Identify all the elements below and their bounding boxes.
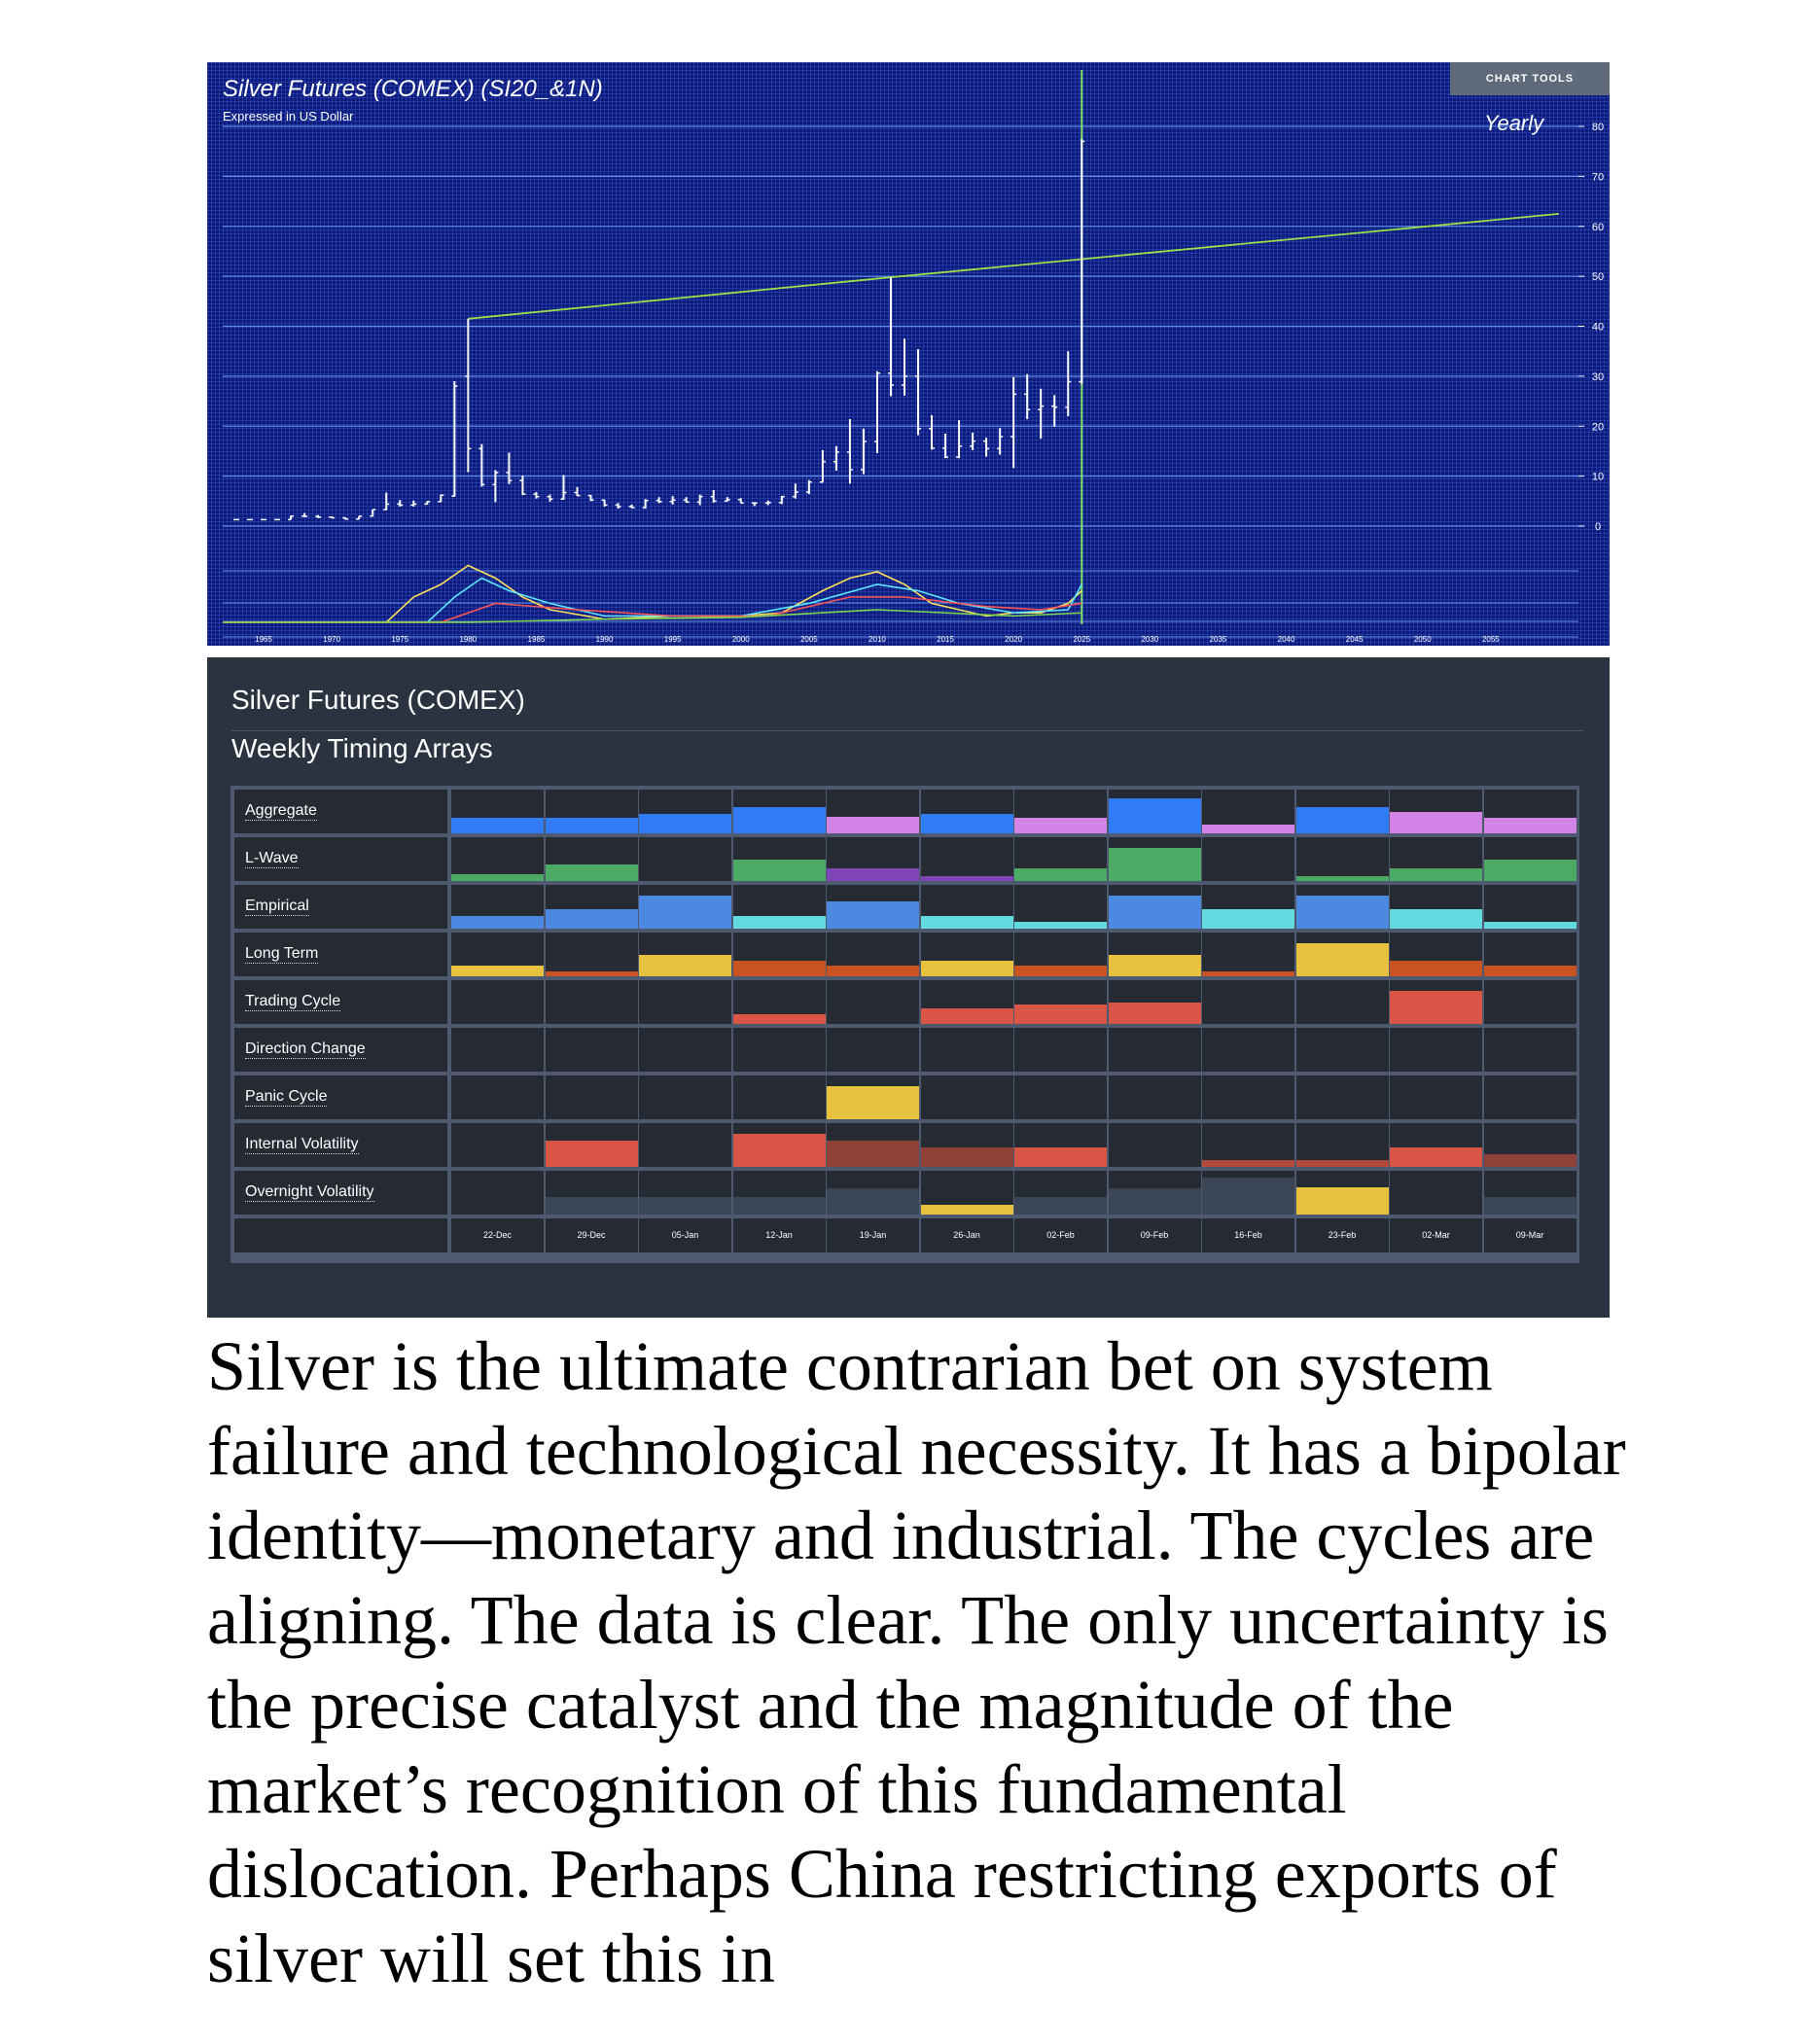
- timing-cell: [1109, 885, 1201, 929]
- timing-bar: [546, 971, 638, 976]
- panel-title: Silver Futures (COMEX): [231, 685, 525, 715]
- y-tick-label: 80: [1591, 122, 1605, 133]
- timing-cell: [733, 1123, 826, 1167]
- timing-bar: [921, 1205, 1013, 1215]
- timing-cell: [827, 1123, 919, 1167]
- timing-cell: [921, 1123, 1013, 1167]
- timing-bar: [733, 807, 826, 833]
- timing-bar: [1296, 1160, 1389, 1167]
- timing-bar: [1014, 818, 1107, 833]
- timing-bar: [451, 966, 544, 976]
- timing-cell: [1109, 1075, 1201, 1119]
- panel-divider: [231, 730, 1583, 731]
- timing-cell: [1484, 885, 1577, 929]
- timing-cell: [921, 790, 1013, 833]
- x-tick-label: 2030: [1141, 635, 1159, 644]
- timing-cell: [1014, 885, 1107, 929]
- timing-row: [234, 885, 1576, 929]
- timing-row-label-text: Panic Cycle: [245, 1088, 328, 1105]
- timing-bar: [639, 955, 731, 977]
- x-tick-label: 1980: [459, 635, 478, 644]
- timing-date-label: 29-Dec: [546, 1218, 638, 1252]
- timing-bar: [1296, 807, 1389, 833]
- timing-bar: [546, 864, 638, 881]
- timing-cell: [1484, 933, 1577, 976]
- timing-bar: [921, 961, 1013, 976]
- timing-row-label-text: Empirical: [245, 898, 309, 914]
- y-tick-label: 60: [1591, 221, 1605, 233]
- timing-cell: [639, 790, 731, 833]
- timing-cell: [827, 980, 919, 1024]
- timing-cell: [1109, 1123, 1201, 1167]
- timing-bar: [1484, 966, 1577, 976]
- x-tick-label: 2015: [937, 635, 954, 644]
- timing-cell: [451, 790, 544, 833]
- timing-cell: [733, 1075, 826, 1119]
- chart-tools-button[interactable]: CHART TOOLS: [1450, 62, 1610, 95]
- timing-cell: [451, 1028, 544, 1072]
- timing-date-label: 22-Dec: [451, 1218, 544, 1252]
- x-tick-label: 2020: [1005, 635, 1023, 644]
- x-tick-label: 1975: [391, 635, 409, 644]
- timing-cell: [1202, 1171, 1294, 1215]
- timing-cell: [733, 885, 826, 929]
- timing-date-label: 05-Jan: [639, 1218, 731, 1252]
- trendline: [891, 214, 1559, 277]
- timing-cell: [921, 1171, 1013, 1215]
- timing-cell: [733, 1028, 826, 1072]
- timing-bar: [733, 860, 826, 882]
- timing-cell: [1390, 1171, 1482, 1215]
- x-tick-label: 2050: [1413, 635, 1432, 644]
- timing-bar: [1202, 909, 1294, 929]
- timing-cell: [451, 980, 544, 1024]
- timing-cell: [1202, 933, 1294, 976]
- timing-bar: [639, 896, 731, 929]
- timing-cell: [1296, 1171, 1389, 1215]
- timing-cell: [1109, 933, 1201, 976]
- timing-date-label: 09-Mar: [1484, 1218, 1577, 1252]
- timing-cell: [1296, 933, 1389, 976]
- timing-date-label: 26-Jan: [921, 1218, 1013, 1252]
- timing-row-label[interactable]: [234, 1123, 447, 1167]
- timing-cell: [546, 885, 638, 929]
- timing-bar: [451, 818, 544, 833]
- timing-cell: [733, 790, 826, 833]
- timing-bar: [1109, 896, 1201, 929]
- timing-row-label-text: Direction Change: [245, 1040, 366, 1057]
- timing-cell: [546, 933, 638, 976]
- timing-bar: [1390, 812, 1482, 834]
- timing-cell: [1390, 790, 1482, 833]
- timing-cell: [546, 790, 638, 833]
- timing-cell: [1484, 1028, 1577, 1072]
- timing-date-label: 19-Jan: [827, 1218, 919, 1252]
- yearly-price-chart-svg: [207, 62, 1610, 646]
- timing-bar: [451, 916, 544, 930]
- timing-bar: [1014, 868, 1107, 881]
- timing-cell: [1202, 790, 1294, 833]
- timing-bar: [546, 1197, 638, 1215]
- timing-cell: [451, 837, 544, 881]
- timing-row-label-text: Long Term: [245, 945, 319, 962]
- timing-cell: [827, 1171, 919, 1215]
- timing-bar: [827, 1188, 919, 1215]
- timing-cell: [546, 1075, 638, 1119]
- timing-bar: [921, 876, 1013, 881]
- timing-bar: [921, 1147, 1013, 1167]
- timing-bar: [1484, 860, 1577, 882]
- timing-cell: [1014, 837, 1107, 881]
- timing-row: [234, 933, 1576, 976]
- timing-date-row-spacer: [234, 1218, 447, 1252]
- timing-row-label-text: Trading Cycle: [245, 993, 341, 1009]
- timing-bar: [1014, 1004, 1107, 1024]
- timing-bar: [1296, 896, 1389, 929]
- timing-cell: [451, 933, 544, 976]
- timing-row-label-text: L-Wave: [245, 850, 299, 866]
- timing-cell: [1202, 1123, 1294, 1167]
- timing-date-label: 09-Feb: [1109, 1218, 1201, 1252]
- timing-cell: [1109, 1028, 1201, 1072]
- timing-cell: [451, 1171, 544, 1215]
- timing-bar: [921, 814, 1013, 833]
- timing-bar: [639, 814, 731, 833]
- timing-row-label-text: Internal Volatility: [245, 1136, 359, 1152]
- timing-cell: [827, 1075, 919, 1119]
- timing-cell: [546, 1123, 638, 1167]
- timing-cell: [639, 1123, 731, 1167]
- timing-date-label: 12-Jan: [733, 1218, 826, 1252]
- timing-cell: [546, 837, 638, 881]
- timing-cell: [451, 1075, 544, 1119]
- y-tick-label: 0: [1594, 521, 1602, 533]
- x-tick-label: 2025: [1073, 635, 1091, 644]
- timing-row-label[interactable]: [234, 885, 447, 929]
- panel-subtitle: Weekly Timing Arrays: [231, 733, 493, 763]
- x-tick-label: 2040: [1277, 635, 1295, 644]
- y-tick-label: 70: [1591, 171, 1605, 184]
- timing-cell: [1014, 790, 1107, 833]
- timing-bar: [1109, 848, 1201, 881]
- timing-row-label-text: Overnight Volatility: [245, 1183, 374, 1200]
- timing-cell: [1014, 933, 1107, 976]
- timing-cell: [451, 885, 544, 929]
- timing-cell: [1014, 980, 1107, 1024]
- y-tick-label: 30: [1591, 370, 1605, 383]
- timing-cell: [921, 933, 1013, 976]
- timing-cell: [827, 885, 919, 929]
- timing-cell: [639, 1075, 731, 1119]
- chart-subtitle: Expressed in US Dollar: [223, 109, 354, 123]
- timing-bar: [1202, 971, 1294, 976]
- timing-bar: [1014, 966, 1107, 976]
- timing-bar: [1390, 868, 1482, 881]
- x-tick-label: 2045: [1345, 635, 1364, 644]
- timing-bar: [827, 817, 919, 833]
- timing-cell: [639, 1028, 731, 1072]
- timing-row-label[interactable]: [234, 1028, 447, 1072]
- timing-cell: [1484, 837, 1577, 881]
- timing-cell: [921, 837, 1013, 881]
- timing-bar: [733, 1014, 826, 1024]
- trendline: [468, 277, 891, 319]
- timing-date-label: 23-Feb: [1296, 1218, 1389, 1252]
- timing-row-label[interactable]: [234, 1075, 447, 1119]
- timing-cell: [1202, 837, 1294, 881]
- timing-bar: [1484, 1154, 1577, 1168]
- period-label[interactable]: Yearly: [1484, 111, 1544, 135]
- timing-bar: [639, 1197, 731, 1215]
- timing-cell: [639, 837, 731, 881]
- timing-bar: [1390, 961, 1482, 976]
- timing-bar: [1202, 825, 1294, 833]
- timing-cell: [639, 1171, 731, 1215]
- timing-cell: [1109, 837, 1201, 881]
- timing-cell: [1014, 1171, 1107, 1215]
- timing-bar: [1014, 1197, 1107, 1215]
- timing-cell: [1390, 980, 1482, 1024]
- timing-cell: [1484, 1123, 1577, 1167]
- timing-cell: [546, 1028, 638, 1072]
- timing-cell: [827, 790, 919, 833]
- timing-bar: [1202, 1178, 1294, 1215]
- timing-arrays-grid: [230, 786, 1579, 1263]
- timing-cell: [1296, 1123, 1389, 1167]
- timing-cell: [1390, 885, 1482, 929]
- timing-cell: [921, 1075, 1013, 1119]
- timing-bar: [1202, 1160, 1294, 1167]
- timing-bar: [827, 868, 919, 881]
- timing-row-label[interactable]: [234, 837, 447, 881]
- timing-bar: [1109, 955, 1201, 977]
- timing-bar: [1296, 876, 1389, 881]
- y-tick-label: 50: [1591, 271, 1605, 284]
- timing-bar: [1484, 818, 1577, 833]
- timing-row-label[interactable]: [234, 933, 447, 976]
- timing-cell: [827, 933, 919, 976]
- x-tick-label: 2000: [731, 635, 750, 644]
- timing-bar: [1109, 1188, 1201, 1215]
- timing-cell: [1484, 980, 1577, 1024]
- timing-cell: [733, 1171, 826, 1215]
- timing-bar: [451, 874, 544, 881]
- timing-cell: [1109, 980, 1201, 1024]
- x-tick-label: 2010: [868, 635, 886, 644]
- timing-cell: [639, 933, 731, 976]
- timing-arrays-panel: [207, 657, 1610, 1318]
- timing-cell: [921, 885, 1013, 929]
- timing-cell: [451, 1123, 544, 1167]
- timing-bar: [1296, 1187, 1389, 1215]
- timing-bar: [1390, 909, 1482, 929]
- timing-bar: [1109, 1003, 1201, 1025]
- timing-cell: [1202, 1028, 1294, 1072]
- timing-row: [234, 1123, 1576, 1167]
- timing-cell: [1484, 790, 1577, 833]
- timing-row: [234, 1075, 1576, 1119]
- timing-bar: [921, 916, 1013, 930]
- chart-title: Silver Futures (COMEX) (SI20_&1N): [223, 76, 603, 102]
- timing-cell: [1484, 1171, 1577, 1215]
- timing-bar: [1109, 798, 1201, 833]
- timing-cell: [1390, 1075, 1482, 1119]
- timing-bar: [733, 916, 826, 930]
- timing-bar: [1484, 1197, 1577, 1215]
- indicator-line-cyan: [223, 579, 1081, 623]
- timing-cell: [639, 980, 731, 1024]
- timing-cell: [1202, 885, 1294, 929]
- timing-row-label[interactable]: [234, 980, 447, 1024]
- timing-bar: [733, 1197, 826, 1215]
- timing-row-label[interactable]: [234, 1171, 447, 1215]
- timing-row: [234, 1028, 1576, 1072]
- timing-cell: [639, 885, 731, 929]
- timing-cell: [1296, 980, 1389, 1024]
- timing-cell: [921, 1028, 1013, 1072]
- y-tick-label: 40: [1591, 321, 1605, 334]
- timing-bar: [827, 966, 919, 976]
- timing-cell: [1296, 1028, 1389, 1072]
- timing-cell: [827, 1028, 919, 1072]
- x-tick-label: 1965: [255, 635, 272, 644]
- timing-cell: [1014, 1028, 1107, 1072]
- timing-cell: [1109, 1171, 1201, 1215]
- timing-cell: [1390, 1028, 1482, 1072]
- timing-cell: [1390, 1123, 1482, 1167]
- timing-cell: [733, 933, 826, 976]
- timing-cell: [546, 1171, 638, 1215]
- timing-bar: [1484, 922, 1577, 929]
- timing-cell: [1484, 1075, 1577, 1119]
- x-tick-label: 1970: [323, 635, 341, 644]
- timing-date-label: 16-Feb: [1202, 1218, 1294, 1252]
- x-tick-label: 2035: [1209, 635, 1227, 644]
- timing-cell: [1202, 1075, 1294, 1119]
- timing-row: [234, 790, 1576, 833]
- timing-cell: [1014, 1075, 1107, 1119]
- timing-bar: [1390, 991, 1482, 1024]
- timing-date-row: [234, 1218, 1576, 1252]
- timing-bar: [827, 1086, 919, 1119]
- timing-row: [234, 837, 1576, 881]
- x-tick-label: 2055: [1481, 635, 1500, 644]
- timing-cell: [1296, 1075, 1389, 1119]
- timing-cell: [1390, 933, 1482, 976]
- timing-cell: [921, 980, 1013, 1024]
- timing-bar: [1390, 1147, 1482, 1167]
- timing-cell: [1296, 885, 1389, 929]
- timing-cell: [1296, 837, 1389, 881]
- timing-bar: [1014, 1147, 1107, 1167]
- timing-cell: [1296, 790, 1389, 833]
- timing-row: [234, 1171, 1576, 1215]
- timing-bar: [827, 1141, 919, 1167]
- timing-cell: [827, 837, 919, 881]
- x-tick-label: 2005: [799, 635, 818, 644]
- timing-bar: [733, 1134, 826, 1167]
- timing-cell: [1390, 837, 1482, 881]
- timing-cell: [733, 837, 826, 881]
- timing-cell: [1014, 1123, 1107, 1167]
- timing-cell: [1202, 980, 1294, 1024]
- timing-date-label: 02-Mar: [1390, 1218, 1482, 1252]
- x-tick-label: 1985: [527, 635, 546, 644]
- timing-bar: [1296, 943, 1389, 976]
- timing-cell: [1109, 790, 1201, 833]
- x-tick-label: 1995: [663, 635, 682, 644]
- timing-bar: [546, 1141, 638, 1167]
- y-tick-label: 20: [1591, 421, 1605, 434]
- timing-row-label[interactable]: [234, 790, 447, 833]
- timing-bar: [1014, 922, 1107, 929]
- yearly-price-chart: [207, 62, 1610, 646]
- y-tick-label: 10: [1591, 471, 1605, 483]
- timing-bar: [546, 909, 638, 929]
- timing-row-label-text: Aggregate: [245, 802, 317, 819]
- timing-bar: [733, 961, 826, 976]
- article-paragraph: Silver is the ultimate contrarian bet on system failure and technological necessity. It has a bipolar identity—monetary and industrial. The cycles are aligning. The data is clear. The only uncertainty is the precise catalyst and the magnitude of the market’s recognition of this fundamental dislocation. Perhaps China restricting exports of silver will set this in: [207, 1327, 1626, 1997]
- timing-date-label: 02-Feb: [1014, 1218, 1107, 1252]
- timing-cell: [546, 980, 638, 1024]
- timing-row: [234, 980, 1576, 1024]
- timing-bar: [827, 901, 919, 929]
- timing-bar: [921, 1008, 1013, 1024]
- timing-cell: [733, 980, 826, 1024]
- timing-bar: [546, 818, 638, 833]
- x-tick-label: 1990: [595, 635, 614, 644]
